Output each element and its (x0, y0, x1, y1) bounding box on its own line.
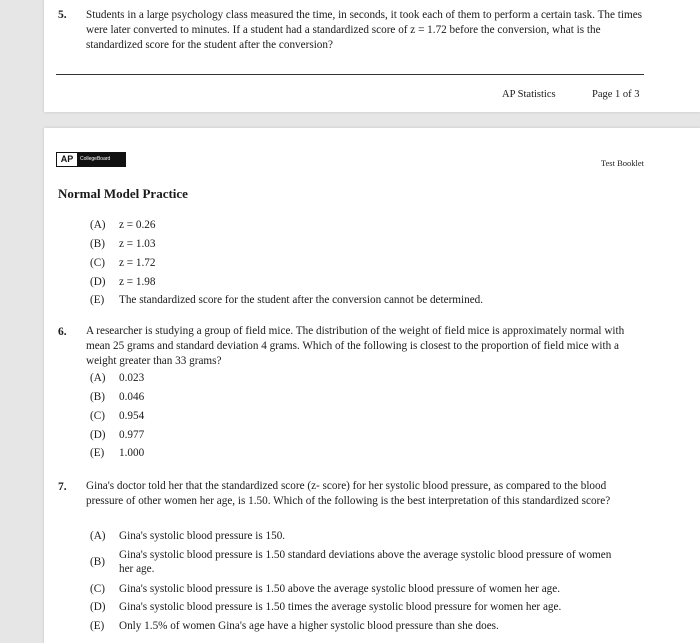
question-7-number: 7. (58, 481, 67, 493)
q6-choice-b: (B) 0.046 (90, 391, 145, 403)
question-6-number: 6. (58, 326, 67, 338)
test-booklet-label: Test Booklet (600, 158, 644, 168)
q6-choice-a: (A) 0.023 (90, 372, 145, 384)
collegeboard-logo: CollegeBoard (77, 153, 125, 166)
q6-choice-e: (E) 1.000 (90, 447, 145, 459)
page-1 (44, 0, 700, 112)
question-6-text: A researcher is studying a group of field mice. The distribution of the weight of field mice is approximately normal with mean 25 grams and standard deviation 4 grams. Which of the following is closest to the proportion of field mice with a weight greater than 33 grams? (86, 325, 625, 367)
footer-page-number: Page 1 of 3 (592, 89, 640, 100)
ap-logo: AP (57, 153, 77, 166)
q5-choice-d: (D) z = 1.98 (90, 276, 156, 288)
q5-choice-e: (E) The standardized score for the student after the conversion cannot be determined. (90, 294, 484, 306)
q7-choice-c: (C) Gina's systolic blood pressure is 1.50 above the average systolic blood pressure of women her age. (90, 583, 561, 595)
ap-collegeboard-logo (56, 152, 126, 167)
question-7-text: Gina's doctor told her that the standardized score (z- score) for her systolic blood pressure, as compared to the blood pressure of other women her age, is 1.50. Which of the following is the best interpretation of this standardized score? (86, 480, 611, 507)
q5-choice-b: (B) z = 1.03 (90, 238, 156, 250)
q5-choice-a: (A) z = 0.26 (90, 219, 156, 231)
footer-divider (56, 74, 644, 75)
question-5-text: Students in a large psychology class measured the time, in seconds, it took each of them to perform a certain task. The times were later converted to minutes. If a student had a standardized score of z = 1.72 before the conversion, what is the standardized score for the student after the conversion? (86, 9, 643, 51)
q6-choice-c: (C) 0.954 (90, 410, 145, 422)
q7-choice-d: (D) Gina's systolic blood pressure is 1.50 times the average systolic blood pressure for women her age. (90, 601, 562, 613)
page-2 (44, 128, 700, 643)
q7-choice-b: (B) Gina's systolic blood pressure is 1.50 standard deviations above the average systolic blood pressure of women her age. (90, 549, 612, 575)
question-5-number: 5. (58, 9, 67, 21)
q7-choice-e: (E) Only 1.5% of women Gina's age have a higher systolic blood pressure than she does. (90, 620, 499, 632)
section-title: Normal Model Practice (58, 186, 188, 201)
q6-choice-d: (D) 0.977 (90, 429, 145, 441)
q5-choice-c: (C) z = 1.72 (90, 257, 156, 269)
q7-choice-a: (A) Gina's systolic blood pressure is 150. (90, 530, 286, 542)
footer-course: AP Statistics (502, 89, 556, 100)
